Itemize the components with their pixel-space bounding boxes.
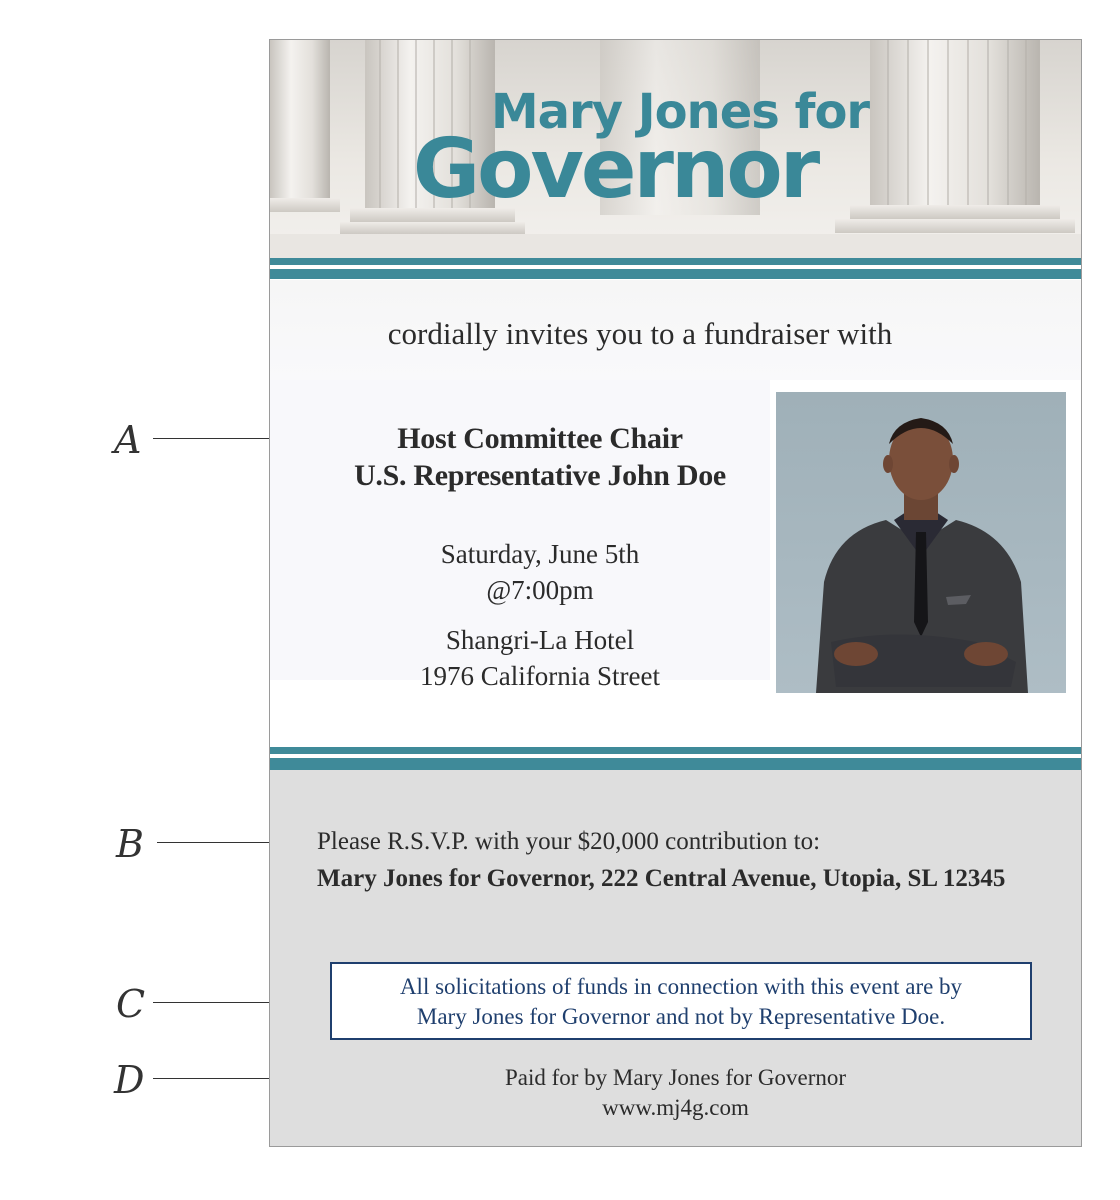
paid-for-by: Paid for by Mary Jones for Governor <box>504 1065 847 1090</box>
event-venue: Shangri-La Hotel <box>445 625 635 655</box>
disclaimer-line-2: Mary Jones for Governor and not by Representative Doe. <box>416 1004 946 1029</box>
fundraiser-invitation <box>269 39 1082 1147</box>
rsvp-instruction: Please R.S.V.P. with your $20,000 contribution to: <box>317 828 821 855</box>
invitation-intro: cordially invites you to a fundraiser with <box>387 316 893 351</box>
event-date: Saturday, June 5th <box>440 539 640 569</box>
website-url: www.mj4g.com <box>602 1095 749 1120</box>
host-name: U.S. Representative John Doe <box>354 459 726 492</box>
callout-c-label: C <box>116 982 146 1026</box>
logo-subtitle: Mary Jones for <box>490 84 870 140</box>
callout-a-label: A <box>114 418 142 462</box>
divider-stripe <box>270 747 1081 754</box>
divider-stripe <box>270 758 1081 770</box>
callout-b-label: B <box>116 822 144 866</box>
disclaimer-line-1: All solicitations of funds in connection with this event are by <box>399 974 963 999</box>
event-time: @7:00pm <box>486 575 594 605</box>
person-portrait <box>776 392 1066 693</box>
event-address: 1976 California Street <box>420 661 660 691</box>
divider-stripe <box>270 258 1081 265</box>
callout-d-label: D <box>114 1058 145 1102</box>
solicitation-disclaimer <box>330 962 1032 1040</box>
logo-title: Governor <box>412 122 818 217</box>
divider-stripe <box>270 269 1081 279</box>
header-banner <box>270 40 1081 260</box>
host-photo <box>776 392 1066 693</box>
rsvp-address: Mary Jones for Governor, 222 Central Avenue, Utopia, SL 12345 <box>317 865 1006 892</box>
host-title: Host Committee Chair <box>397 422 683 455</box>
